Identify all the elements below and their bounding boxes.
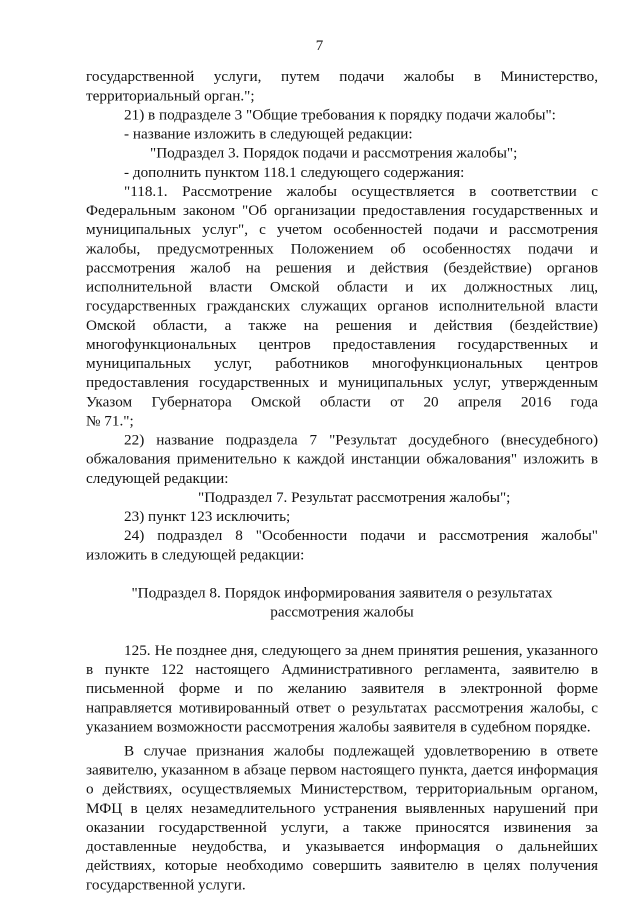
body-line: оказании государственной услуги, а также приносятся извинения за [86,819,598,836]
body-line: 24) подраздел 8 "Особенности подачи и рассмотрения жалобы" [124,527,598,545]
document-body [86,64,598,894]
body-line: письменной форме и по желанию заявителя в электронной форме [86,680,598,698]
body-line: о действиях, осуществляемых Министерством, территориальным органом, [86,781,598,798]
body-line: обжалования применительно к каждой инстанции обжалования" изложить в [86,451,598,468]
body-line: государственных гражданских служащих органов исполнительной власти [86,298,598,315]
body-line: 125. Не позднее дня, следующего за днем принятия решения, указанного [124,642,598,659]
body-line: Омской области, а также на решения и действия (бездействие) [86,317,598,334]
body-line: исполнительной власти Омской области и их должностных лиц, [86,279,598,296]
body-line: муниципальных услуг, работников многофункциональных центров [86,355,598,372]
body-line: В случае признания жалобы подлежащей удовлетворению в ответе [124,742,598,760]
body-line: 21) в подразделе 3 "Общие требования к порядку подачи жалобы": [124,107,556,124]
document-body-continued [86,824,598,904]
body-line: 23) пункт 123 исключить; [124,508,291,525]
body-line: МФЦ в целях незамедлительного устранения выявленных нарушений при [86,800,598,817]
body-line: "118.1. Рассмотрение жалобы осуществляется в соответствии с [124,183,598,200]
body-line: - дополнить пунктом 118.1 следующего содержания: [124,164,465,181]
body-line: жалобы, предусмотренных Положением об особенностях подачи и [86,240,598,258]
body-line: многофункциональных центров предоставления государственных и [86,336,598,353]
body-line: направляется мотивированный ответ о результатах рассмотрения жалобы, с [86,699,598,717]
body-line: государственной услуги. [86,876,246,894]
body-line: действиях, которые необходимо совершить заявителю в целях получения [86,857,598,874]
body-line: следующей редакции: [86,470,229,487]
subsection-heading: рассмотрения жалобы [270,604,414,621]
body-line: 22) название подраздела 7 "Результат досудебного (внесудебного) [124,432,598,449]
body-line: рассмотрения жалоб на решения и действия (бездействие) органов [86,260,598,277]
body-line: доставленные неудобства, и указывается информация о дальнейших [86,838,598,855]
body-line: - название изложить в следующей редакции: [124,126,413,143]
body-line: в пункте 122 настоящего Административного регламента, заявителю в [86,661,598,678]
body-line: Указом Губернатора Омской области от 20 апреля 2016 года [86,393,598,411]
body-line: указанием возможности рассмотрения жалобы заявителя в судебном порядке. [86,719,591,736]
body-line: № 71."; [86,413,134,430]
subsection-heading: "Подраздел 8. Порядок информирования заявителя о результатах [131,585,553,602]
body-line: территориальный орган."; [86,87,255,105]
body-line: муниципальных услуг", с учетом особенностей подачи и рассмотрения [86,221,598,239]
body-line: государственной услуги, путем подачи жалобы в Министерство, [86,68,598,86]
page-number: 7 [315,38,324,54]
body-line: Федеральным законом "Об организации предоставления государственных и [86,202,598,219]
body-line: заявителю, указанном в абзаце первом настоящего пункта, дается информация [86,762,598,779]
body-line: изложить в следующей редакции: [86,546,305,564]
body-line: "Подраздел 7. Результат рассмотрения жалобы"; [198,489,511,506]
body-line: предоставления государственных и муниципальных услуг, утвержденным [86,374,598,392]
body-line: "Подраздел 3. Порядок подачи и рассмотрения жалобы"; [150,145,518,162]
